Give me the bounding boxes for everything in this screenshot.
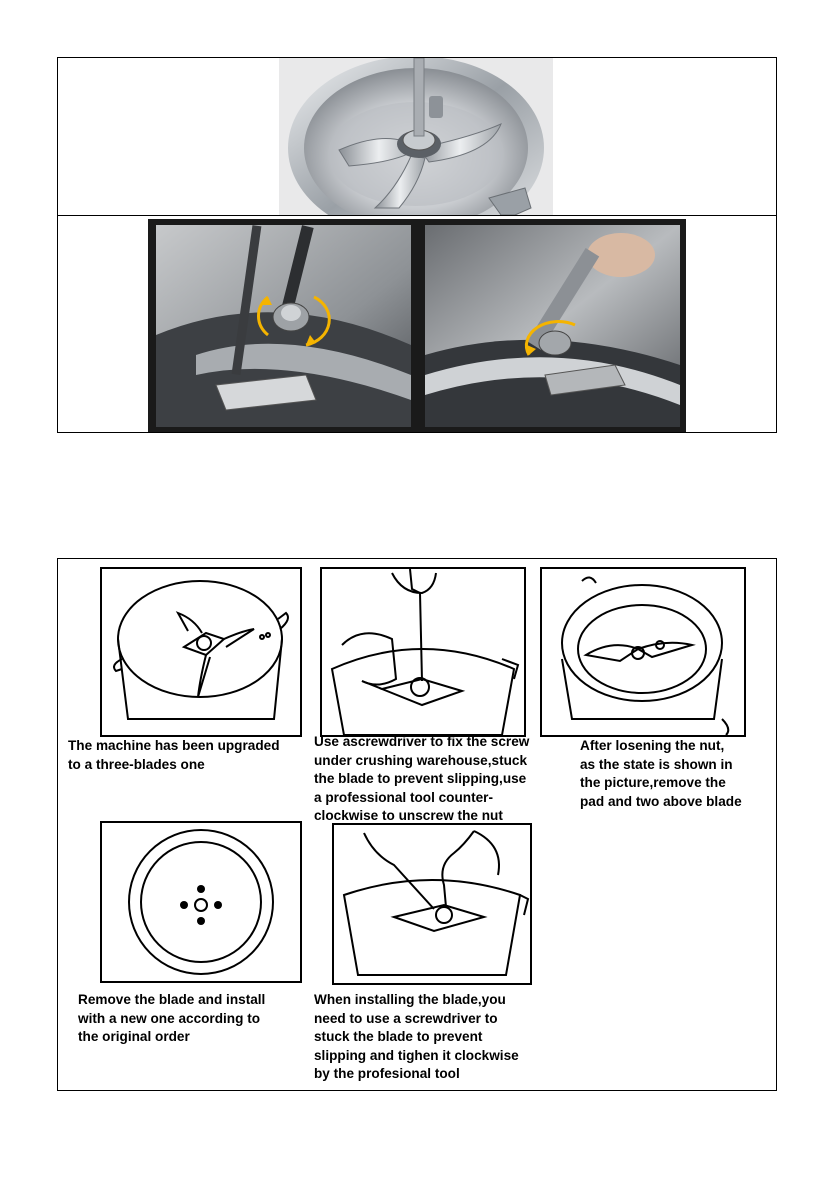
step-5-caption — [314, 991, 554, 1084]
step-2-caption — [314, 733, 574, 826]
screwdriver-unscrew-drawing — [322, 569, 524, 735]
caption-line: by the profesional tool — [314, 1066, 460, 1081]
step-4-figure — [100, 821, 302, 983]
nut-turning-illustration — [425, 225, 680, 427]
caption-line: clockwise to unscrew the nut — [314, 808, 503, 823]
caption-line: pad and two above blade — [580, 793, 742, 809]
screwdriver-holding-illustration — [156, 225, 411, 427]
caption-line: the blade to prevent slipping,use — [314, 771, 527, 786]
screwdriver-holding-photo — [156, 225, 411, 427]
caption-line: After losening the nut, — [580, 738, 725, 753]
grinder-bowl-illustration — [279, 58, 553, 215]
step-3-caption — [580, 737, 776, 811]
caption-line: the original order — [78, 1029, 190, 1044]
step-2-figure — [320, 567, 526, 737]
caption-line: need to use a screwdriver to — [314, 1010, 498, 1026]
caption-line: under crushing warehouse,stuck — [314, 752, 528, 768]
loosened-nut-drawing — [542, 569, 744, 735]
photo-table — [57, 57, 777, 433]
caption-line: When installing the blade,you — [314, 992, 506, 1007]
step-5-figure — [332, 823, 532, 985]
install-blade-drawing — [334, 825, 530, 983]
caption-line: slipping and tighen it clockwise — [314, 1047, 519, 1063]
step-4-caption — [78, 991, 308, 1047]
step-3-figure — [540, 567, 746, 737]
empty-bowl-top-drawing — [102, 823, 300, 981]
caption-line: the picture,remove the — [580, 775, 726, 790]
grinder-bowl-photo — [279, 58, 553, 215]
caption-line: stuck the blade to prevent — [314, 1029, 483, 1044]
instruction-panel — [57, 558, 777, 1091]
caption-line: a professional tool counter- — [314, 789, 494, 805]
caption-line: to a three-blades one — [68, 756, 205, 772]
caption-line: Remove the blade and install — [78, 992, 266, 1007]
caption-line: The machine has been upgraded — [68, 738, 280, 753]
step-1-figure — [100, 567, 302, 737]
three-blade-bowl-drawing — [102, 569, 300, 735]
removal-photo-strip — [148, 219, 686, 432]
table-row-divider — [58, 215, 776, 216]
caption-line: Use ascrewdriver to fix the screw — [314, 734, 530, 749]
step-1-caption — [68, 737, 308, 774]
caption-line: with a new one according to — [78, 1010, 261, 1026]
caption-line: as the state is shown in — [580, 756, 733, 772]
nut-turning-photo — [425, 225, 680, 427]
